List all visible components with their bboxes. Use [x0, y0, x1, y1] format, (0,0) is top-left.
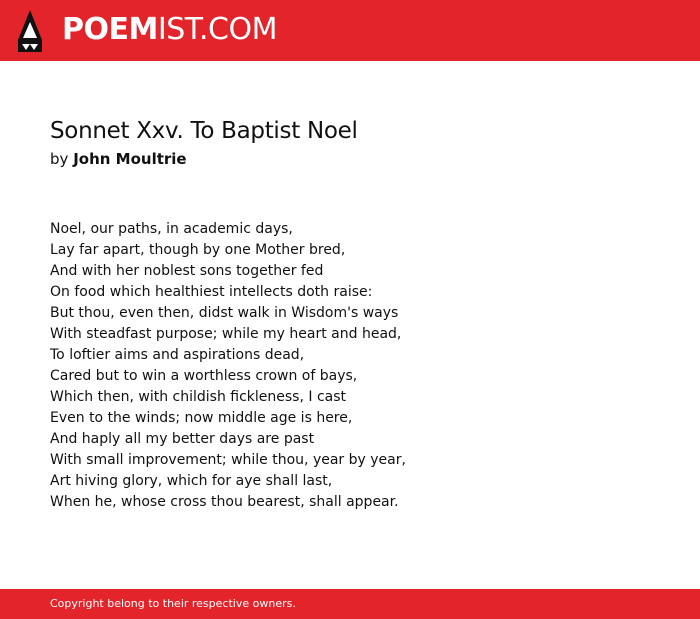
poem-line: With steadfast purpose; while my heart and head, [50, 326, 402, 342]
poem-line: When he, whose cross thou bearest, shall appear. [50, 494, 399, 510]
site-footer [0, 589, 700, 619]
poem-title: Sonnet Xxv. To Baptist Noel [50, 118, 358, 144]
poem-line: To loftier aims and aspirations dead, [50, 347, 305, 363]
poem-byline [50, 148, 187, 170]
author-name: John Moultrie [73, 150, 187, 168]
poem-line: Which then, with childish fickleness, I cast [50, 389, 347, 405]
poem-line: Lay far apart, though by one Mother bred, [50, 242, 346, 258]
poem-body [50, 219, 406, 513]
poem-line: On food which healthiest intellects doth raise: [50, 284, 373, 300]
copyright-text: Copyright belong to their respective owners. [50, 597, 296, 610]
site-logo[interactable] [62, 11, 277, 49]
logo-bold-text: POEM [62, 12, 158, 47]
logo-light-text: IST.COM [157, 12, 277, 47]
poem-line: And with her noblest sons together fed [50, 263, 324, 279]
by-label: by [50, 150, 69, 168]
poem-line: Art hiving glory, which for aye shall last, [50, 473, 333, 489]
poem-line: With small improvement; while thou, year by year, [50, 452, 406, 468]
pencil-tip-icon[interactable] [18, 10, 42, 52]
poem-line: Noel, our paths, in academic days, [50, 221, 293, 237]
poem-line: But thou, even then, didst walk in Wisdom's ways [50, 305, 399, 321]
site-header [0, 0, 700, 61]
poem-line: And haply all my better days are past [50, 431, 315, 447]
poem-line: Even to the winds; now middle age is here, [50, 410, 353, 426]
poem-line: Cared but to win a worthless crown of bays, [50, 368, 358, 384]
